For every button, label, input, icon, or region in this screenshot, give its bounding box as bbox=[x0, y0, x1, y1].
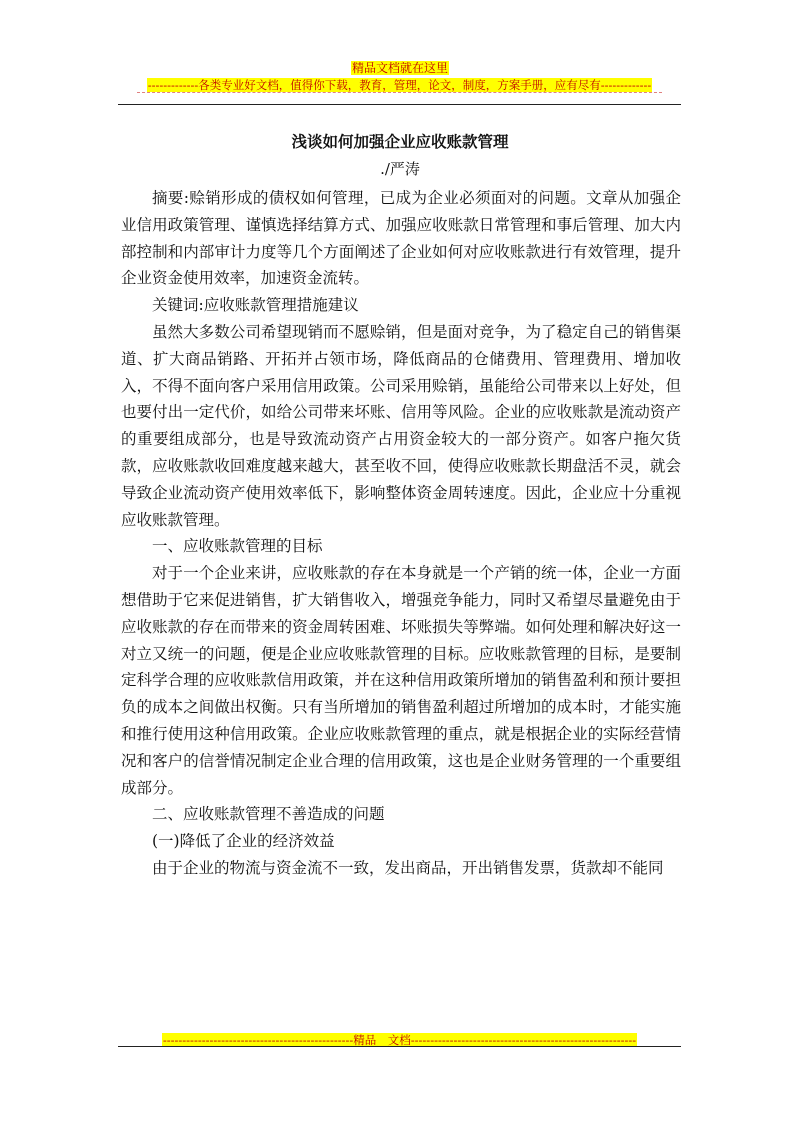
subsection-2-1-paragraph: 由于企业的物流与资金流不一致，发出商品，开出销售发票，货款却不能同 bbox=[152, 858, 664, 877]
document-body bbox=[121, 185, 681, 882]
header-line-1: 精品文档就在这里 bbox=[351, 61, 448, 75]
section-heading-1: 一、应收账款管理的目标 bbox=[152, 537, 323, 556]
footer-rule bbox=[118, 1046, 681, 1047]
section-1-paragraph: 对于一个企业来讲，应收账款的存在本身就是一个产销的统一体，企业一方面想借助于它来促进销售，扩大销售收入，增强竞争能力，同时又希望尽量避免由于应收账款的存在而带来的资金周转困难、坏账损失等弊端。如何处理和解决好这一对立又统一的问题，便是企业应收账款管理的目标。应收账款管理的目标，是要制定科学合理的应收账款信用政策，并在这种信用政策所增加的销售盈利和预计要担负的成本之间做出权衡。只有当所增加的销售盈利超过所增加的成本时，才能实施和推行使用这种信用政策。企业应收账款管理的重点，就是根据企业的实际经营情况和客户的信誉情况制定企业合理的信用政策，这也是企业财务管理的一个重要组成部分。 bbox=[121, 564, 681, 797]
header-line-2: -------------各类专业好文档，值得你下载，教育，管理，论文，制度，方案手册，应有尽有------------- bbox=[147, 78, 652, 92]
header-dashed-divider bbox=[137, 92, 662, 93]
section-heading-2: 二、应收账款管理不善造成的问题 bbox=[152, 805, 385, 824]
subsection-heading-2-1: (一)降低了企业的经济效益 bbox=[152, 832, 335, 851]
document-title: 浅谈如何加强企业应收账款管理 bbox=[291, 132, 509, 151]
keywords-paragraph: 关键词:应收账款管理措施建议 bbox=[152, 296, 359, 315]
header-rule bbox=[118, 104, 681, 105]
abstract-paragraph: 摘要:赊销形成的债权如何管理，已成为企业必须面对的问题。文章从加强企业信用政策管理、谨慎选择结算方式、加强应收账款日常管理和事后管理、加大内部控制和内部审计力度等几个方面阐述了企业如何对应收账款进行有效管理，提升企业资金使用效率，加速资金流转。 bbox=[121, 189, 681, 288]
footer-line: -------------------------------------------------精品 文档---------------------------------------------------------- bbox=[162, 1033, 637, 1047]
document-author: ./严涛 bbox=[380, 160, 420, 178]
intro-paragraph: 虽然大多数公司希望现销而不愿赊销，但是面对竞争，为了稳定自己的销售渠道、扩大商品销路、开拓并占领市场，降低商品的仓储费用、管理费用、增加收入，不得不面向客户采用信用政策。公司采用赊销，虽能给公司带来以上好处，但也要付出一定代价，如给公司带来坏账、信用等风险。企业的应收账款是流动资产的重要组成部分，也是导致流动资产占用资金较大的一部分资产。如客户拖欠货款，应收账款收回难度越来越大，甚至收不回，使得应收账款长期盘活不灵，就会导致企业流动资产使用效率低下，影响整体资金周转速度。因此，企业应十分重视应收账款管理。 bbox=[121, 322, 681, 529]
page-header-tagline bbox=[137, 74, 662, 93]
